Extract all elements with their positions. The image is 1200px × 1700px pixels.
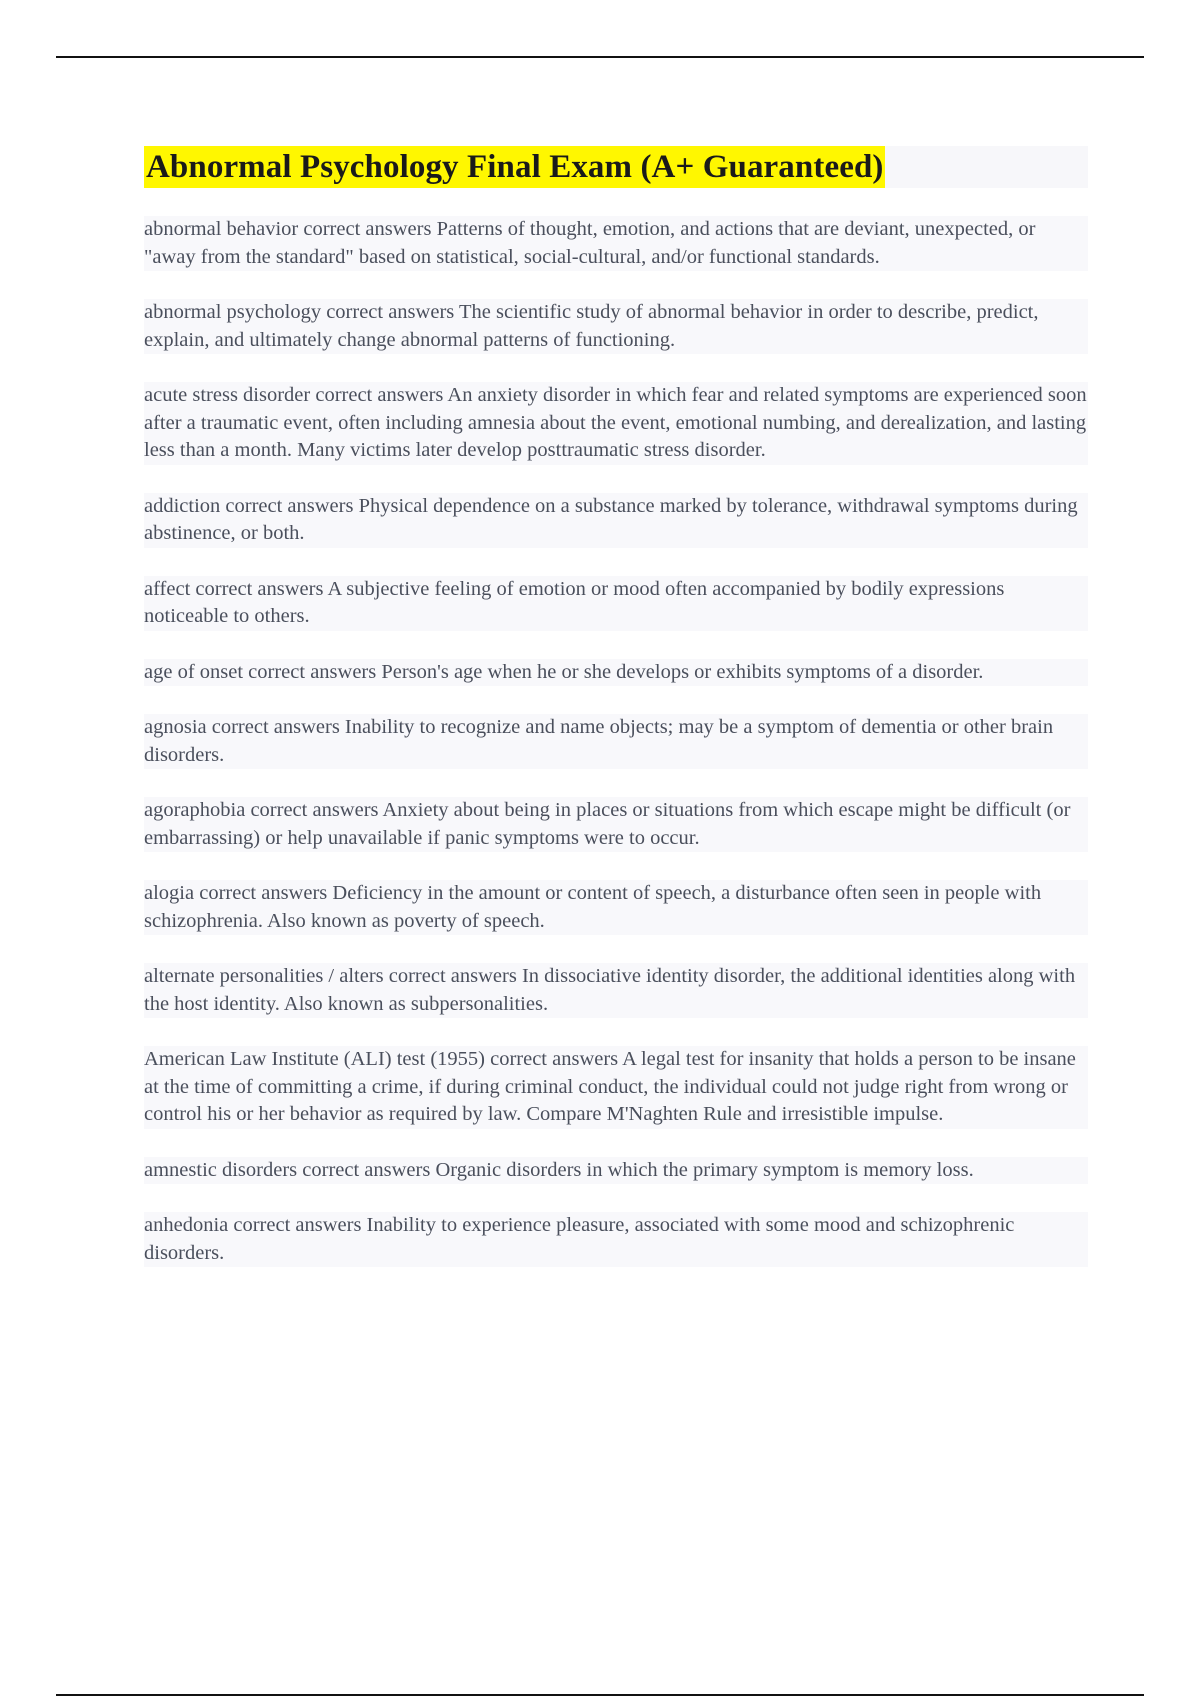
glossary-entry: acute stress disorder correct answers An anxiety disorder in which fear and related symptoms are experienced soon after a traumatic event, often including amnesia about the event, emotional numbing, and derealization, and lasting less than a month. Many victims later develop posttraumatic stress disorder.: [144, 382, 1088, 465]
document-body: [144, 146, 1088, 1295]
top-page-rule: [56, 56, 1144, 58]
glossary-entry: affect correct answers A subjective feeling of emotion or mood often accompanied by bodily expressions noticeable to others.: [144, 576, 1088, 631]
glossary-entry: amnestic disorders correct answers Organic disorders in which the primary symptom is memory loss.: [144, 1157, 1088, 1185]
glossary-entry: age of onset correct answers Person's age when he or she develops or exhibits symptoms of a disorder.: [144, 659, 1088, 687]
glossary-entry: alogia correct answers Deficiency in the amount or content of speech, a disturbance often seen in people with schizophrenia. Also known as poverty of speech.: [144, 880, 1088, 935]
glossary-entry: agnosia correct answers Inability to recognize and name objects; may be a symptom of dementia or other brain disorders.: [144, 714, 1088, 769]
glossary-entry: abnormal psychology correct answers The scientific study of abnormal behavior in order to describe, predict, explain, and ultimately change abnormal patterns of functioning.: [144, 299, 1088, 354]
bottom-page-rule: [56, 1694, 1144, 1696]
glossary-entry: agoraphobia correct answers Anxiety about being in places or situations from which escape might be difficult (or embarrassing) or help unavailable if panic symptoms were to occur.: [144, 797, 1088, 852]
glossary-entry: alternate personalities / alters correct answers In dissociative identity disorder, the additional identities along with the host identity. Also known as subpersonalities.: [144, 963, 1088, 1018]
glossary-entry: anhedonia correct answers Inability to experience pleasure, associated with some mood and schizophrenic disorders.: [144, 1212, 1088, 1267]
glossary-entry: abnormal behavior correct answers Patterns of thought, emotion, and actions that are deviant, unexpected, or "away from the standard" based on statistical, social-cultural, and/or functional standards.: [144, 216, 1088, 271]
document-title: Abnormal Psychology Final Exam (A+ Guaranteed): [144, 146, 885, 188]
title-row: [144, 146, 1088, 188]
glossary-entry: addiction correct answers Physical dependence on a substance marked by tolerance, withdrawal symptoms during abstinence, or both.: [144, 493, 1088, 548]
glossary-entry: American Law Institute (ALI) test (1955) correct answers A legal test for insanity that holds a person to be insane at the time of committing a crime, if during criminal conduct, the individual could not judge right from wrong or control his or her behavior as required by law. Compare M'Naghten Rule and irresistible impulse.: [144, 1046, 1088, 1129]
